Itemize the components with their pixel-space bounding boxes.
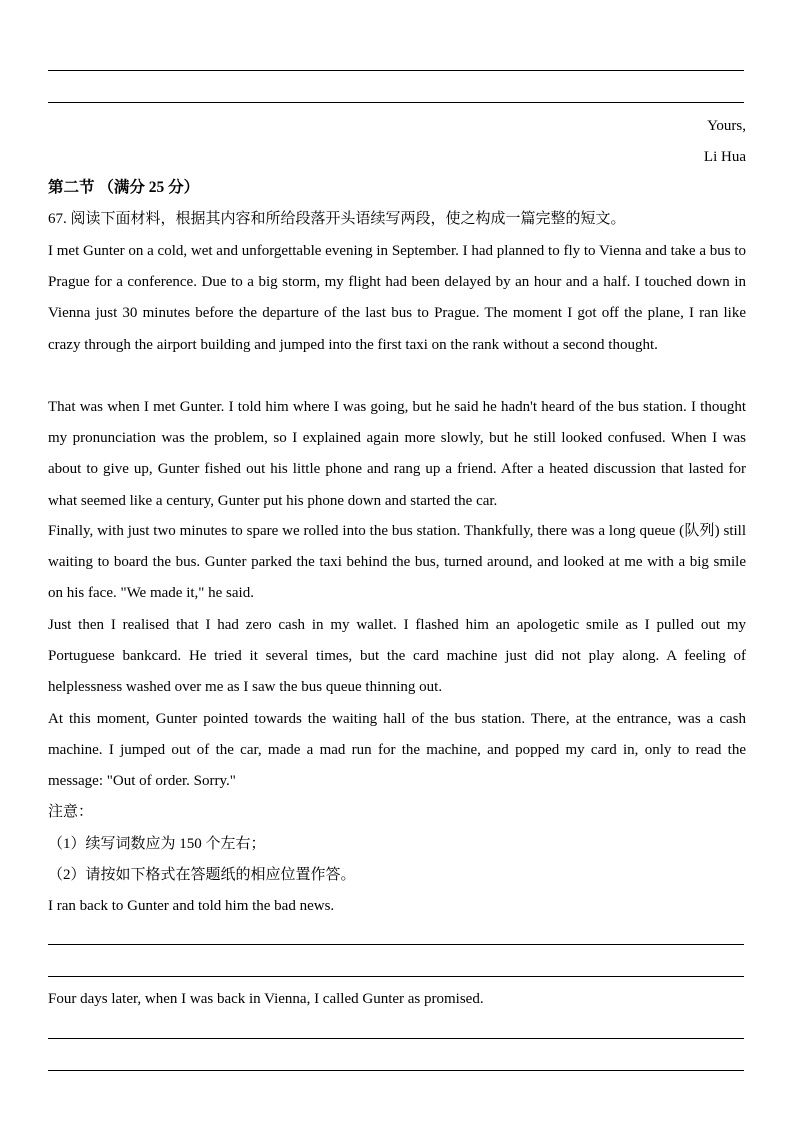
note-item: （2）请按如下格式在答题纸的相应位置作答。 [48,867,356,883]
answer-line [48,1038,744,1039]
notes-label: 注意： [48,804,94,820]
closing-signature: Li Hua [703,149,746,165]
note-item: （1）续写词数应为 150 个左右； [48,836,266,852]
continuation-prompt-first: I ran back to Gunter and told him the bad news. [48,898,335,914]
passage-paragraph: At this moment, Gunter pointed towards the waiting hall of the bus station. There, at the entrance, was a cash machine. I jumped out of the car, made a mad run for the machine, and popped my card in, only to read the message: "Out of order. Sorry." [48,711,746,790]
answer-line [48,1070,744,1071]
passage-paragraph: That was when I met Gunter. I told him where I was going, but he said he hadn't heard of the bus station. I thought my pronunciation was the problem, so I explained again more slowly, but he still looked confused. When I was about to give up, Gunter fished out his little phone and rang up a friend. After a heated discussion that lasted for what seemed like a century, Gunter put his phone down and started the car. [48,399,746,509]
closing-salutation: Yours, [707,118,746,134]
task-instruction: 67. 阅读下面材料，根据其内容和所给段落开头语续写两段，使之构成一篇完整的短文。 [48,211,626,227]
answer-line [48,70,744,71]
passage-paragraph: Just then I realised that I had zero cash in my wallet. I flashed him an apologetic smile as I pulled out my Portuguese bankcard. He tried it several times, but the card machine just did not play along. A feeling of helplessness washed over me as I saw the bus queue thinning out. [48,617,746,696]
continuation-prompt-second: Four days later, when I was back in Vienna, I called Gunter as promised. [48,991,484,1007]
passage-paragraph: I met Gunter on a cold, wet and unforgettable evening in September. I had planned to fly to Vienna and take a bus to Prague for a conference. Due to a big storm, my flight had been delayed by an hour and a half. I touched down in Vienna just 30 minutes before the departure of the last bus to Prague. The moment I got off the plane, I ran like crazy through the airport building and jumped into the first taxi on the rank without a second thought. [48,243,746,353]
document-page [48,0,746,1122]
answer-line [48,102,744,103]
answer-line [48,976,744,977]
section-title: 第二节 （满分 25 分） [48,179,200,196]
passage-paragraph: Finally, with just two minutes to spare we rolled into the bus station. Thankfully, there was a long queue (队列) still waiting to board the bus. Gunter parked the taxi behind the bus, turned around, and looked at me with a big smile on his face. "We made it," he said. [48,523,746,602]
answer-line [48,944,744,945]
